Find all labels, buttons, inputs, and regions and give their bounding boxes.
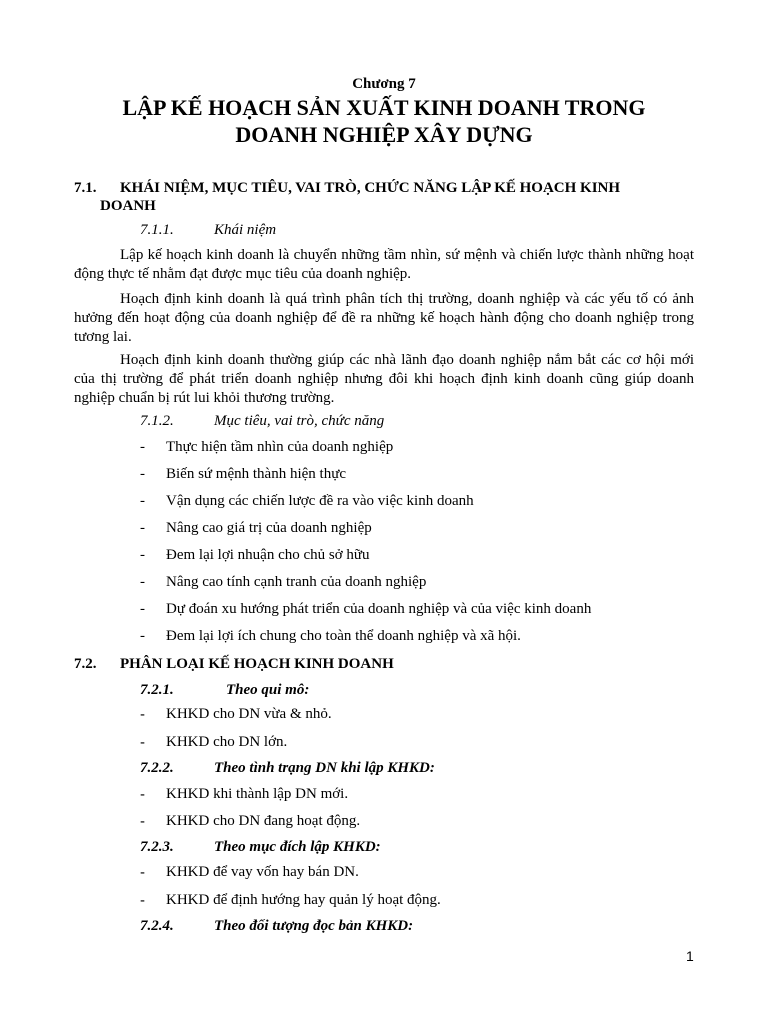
subsection-number: 7.1.2.	[140, 413, 174, 429]
paragraph-3: Hoạch định kinh doanh thường giúp các nhà lãnh đạo doanh nghiệp nắm bắt các cơ hội mới của thị trường để phát triển doanh nghiệp nhưng đôi khi hoạch định kinh doanh cũng giúp doanh nghiệp chuẩn bị rút lui khỏi thương trường.	[74, 352, 694, 406]
bullet-dash: -	[140, 547, 145, 563]
section-7-2-heading	[74, 656, 698, 676]
subsection-title: Mục tiêu, vai trò, chức năng	[214, 413, 385, 429]
list-item-text: Đem lại lợi ích chung cho toàn thể doanh nghiệp và xã hội.	[166, 628, 521, 644]
section-title-line-1: KHÁI NIỆM, MỤC TIÊU, VAI TRÒ, CHỨC NĂNG LẬP KẾ HOẠCH KINH	[120, 180, 621, 196]
bullet-dash: -	[140, 892, 145, 909]
paragraph-1: Lập kế hoạch kinh doanh là chuyển những tầm nhìn, sứ mệnh và chiến lược thành những hoạt động thực tế nhằm đạt được mục tiêu của doanh nghiệp.	[74, 247, 694, 282]
list-item-text: Dự đoán xu hướng phát triển của doanh nghiệp và của việc kinh doanh	[166, 601, 592, 617]
subsection-7-1-2-heading	[140, 413, 540, 433]
list-item-text: Nâng cao tính cạnh tranh của doanh nghiệp	[166, 574, 427, 590]
subsection-title: Theo qui mô:	[226, 682, 310, 698]
chapter-label: Chương 7	[352, 76, 416, 92]
section-title: PHÂN LOẠI KẾ HOẠCH KINH DOANH	[120, 656, 394, 672]
bullet-dash: -	[140, 786, 145, 803]
list-item-text: Đem lại lợi nhuận cho chủ sở hữu	[166, 547, 370, 563]
subsection-7-2-4-heading	[140, 918, 540, 938]
list-item-text: KHKD cho DN lớn.	[166, 734, 288, 750]
list-item-text: KHKD cho DN vừa & nhỏ.	[166, 706, 332, 722]
bullet-dash: -	[140, 493, 145, 509]
bullet-dash: -	[140, 574, 145, 590]
subsection-7-1-1-heading	[140, 222, 440, 242]
list-item-text: KHKD để định hướng hay quản lý hoạt động.	[166, 892, 441, 908]
page-number: 1	[686, 948, 694, 964]
bullet-dash: -	[140, 601, 145, 617]
subsection-number: 7.2.2.	[140, 760, 174, 776]
list-item-text: Vận dụng các chiến lược đề ra vào việc kinh doanh	[166, 493, 474, 509]
section-number: 7.1.	[74, 180, 97, 196]
section-7-1-heading	[74, 180, 698, 220]
list-item-text: Thực hiện tầm nhìn của doanh nghiệp	[166, 439, 394, 455]
subsection-title: Theo đối tượng đọc bản KHKD:	[214, 918, 414, 934]
list-item-text: KHKD khi thành lập DN mới.	[166, 786, 349, 802]
subsection-number: 7.2.3.	[140, 839, 174, 855]
bullet-dash: -	[140, 439, 145, 455]
paragraph-2: Hoạch định kinh doanh là quá trình phân tích thị trường, doanh nghiệp và các yếu tố có ảnh hưởng đến hoạt động của doanh nghiệp để đề ra những kế hoạch hành động cho doanh nghiệp trong tương lai.	[74, 291, 694, 345]
bullet-dash: -	[140, 706, 145, 723]
chapter-title-line-1: LẬP KẾ HOẠCH SẢN XUẤT KINH DOANH TRONG	[122, 95, 646, 120]
bullet-dash: -	[140, 734, 145, 751]
subsection-title: Theo mục đích lập KHKD:	[214, 839, 381, 855]
section-title-line-2: DOANH	[100, 198, 156, 214]
section-number: 7.2.	[74, 656, 97, 672]
subsection-title: Theo tình trạng DN khi lập KHKD:	[214, 760, 435, 776]
list-item-text: KHKD cho DN đang hoạt động.	[166, 813, 361, 829]
list-item-text: KHKD để vay vốn hay bán DN.	[166, 864, 359, 880]
subsection-number: 7.1.1.	[140, 222, 174, 238]
bullet-dash: -	[140, 628, 145, 644]
bullet-dash: -	[140, 813, 145, 830]
subsection-7-2-3-heading	[140, 839, 540, 859]
subsection-number: 7.2.1.	[140, 682, 174, 698]
subsection-number: 7.2.4.	[140, 918, 174, 934]
subsection-7-2-2-heading	[140, 760, 540, 780]
bullet-dash: -	[140, 466, 145, 482]
chapter-title-line-2: DOANH NGHIỆP XÂY DỰNG	[235, 122, 533, 147]
bullet-dash: -	[140, 864, 145, 881]
bullet-dash: -	[140, 520, 145, 536]
subsection-title: Khái niệm	[214, 222, 277, 238]
list-item-text: Nâng cao giá trị của doanh nghiệp	[166, 520, 372, 536]
subsection-7-2-1-heading	[140, 682, 540, 702]
list-item-text: Biến sứ mệnh thành hiện thực	[166, 466, 346, 482]
